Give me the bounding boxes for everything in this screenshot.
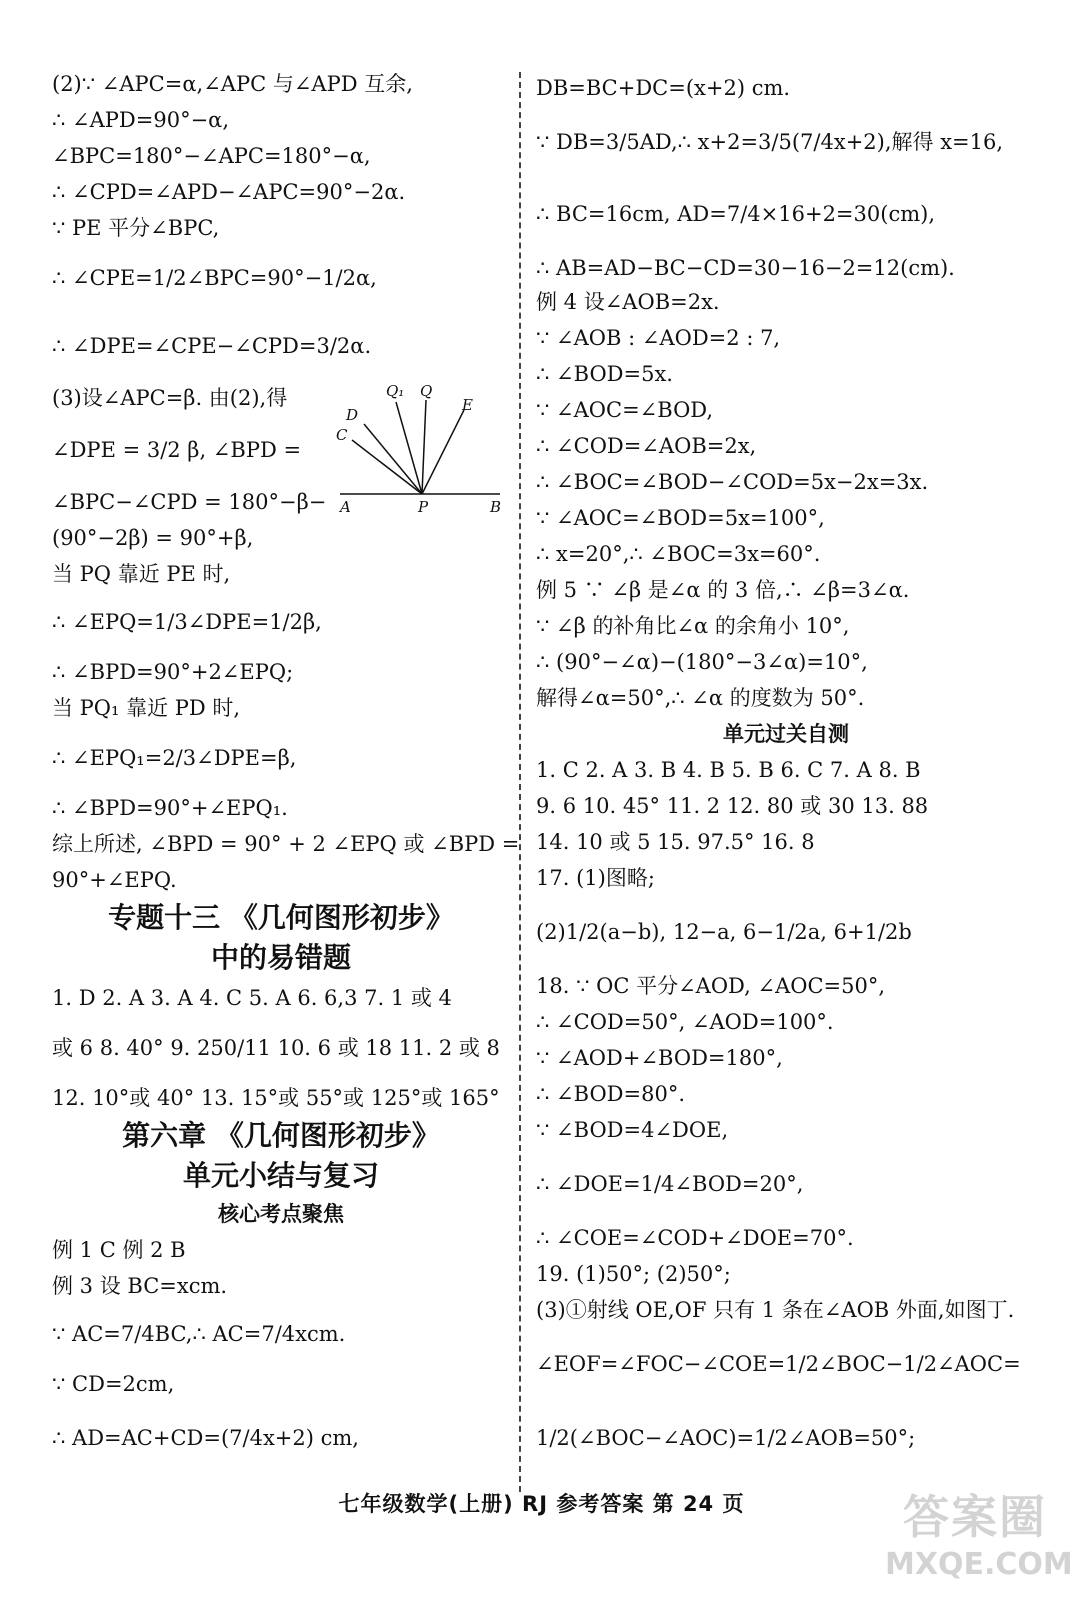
text-line: 当 PQ 靠近 PE 时, [52, 562, 231, 586]
ray-pc [352, 440, 422, 494]
text-line: ∴ ∠CPD=∠APD−∠APC=90°−2α. [52, 180, 406, 204]
text-line: ∴ AB=AD−BC−CD=30−16−2=12(cm). [536, 256, 955, 280]
text-line: ∠BPC−∠CPD = 180°−β− [52, 490, 327, 514]
text-line: 例 4 设∠AOB=2x. [536, 290, 720, 314]
text-line: ∴ ∠CPE=1/2∠BPC=90°−1/2α, [52, 266, 377, 290]
text-line: ∴ ∠DPE=∠CPE−∠CPD=3/2α. [52, 334, 372, 358]
test-line: (2)1/2(a−b), 12−a, 6−1/2a, 6+1/2b [536, 920, 912, 944]
text-line: ∴ ∠BOD=5x. [536, 362, 673, 386]
test-line: ∵ ∠BOD=4∠DOE, [536, 1118, 729, 1142]
example-line: 例 3 设 BC=xcm. [52, 1274, 228, 1298]
column-divider [519, 72, 521, 1492]
test-line: ∴ ∠DOE=1/4∠BOD=20°, [536, 1172, 804, 1196]
test-line: ∴ ∠COE=∠COD+∠DOE=70°. [536, 1226, 854, 1250]
test-line: (3)①射线 OE,OF 只有 1 条在∠AOB 外面,如图丁. [536, 1298, 1015, 1322]
text-line: (90°−2β) = 90°+β, [52, 526, 254, 550]
text-line: 综上所述, ∠BPD = 90° + 2 ∠EPQ 或 ∠BPD = [52, 832, 520, 856]
answer-line: 12. 10°或 40° 13. 15°或 55°或 125°或 165° [52, 1086, 500, 1110]
text-line: ∵ ∠AOC=∠BOD, [536, 398, 714, 422]
test-line: ∴ ∠BOD=80°. [536, 1082, 685, 1106]
test-line: ∵ ∠AOD+∠BOD=180°, [536, 1046, 783, 1070]
test-line: 17. (1)图略; [536, 866, 655, 890]
test-line: 9. 6 10. 45° 11. 2 12. 80 或 30 13. 88 [536, 794, 929, 818]
test-line: 14. 10 或 5 15. 97.5° 16. 8 [536, 830, 815, 854]
watermark-sub: MXQE.COM [885, 1547, 1073, 1582]
example-line: ∵ CD=2cm, [52, 1372, 175, 1396]
label-d: D [346, 406, 359, 424]
page-footer: 七年级数学(上册) RJ 参考答案 第 24 页 [338, 1492, 745, 1516]
text-line: ∴ ∠BPD=90°+2∠EPQ; [52, 660, 294, 684]
text-line: ∵ PE 平分∠BPC, [52, 216, 220, 240]
answer-line: 1. D 2. A 3. A 4. C 5. A 6. 6,3 7. 1 或 4 [52, 986, 452, 1010]
test-line: ∠EOF=∠FOC−∠COE=1/2∠BOC−1/2∠AOC= [536, 1352, 1021, 1376]
watermark-logo [885, 1481, 1073, 1582]
answer-line: 或 6 8. 40° 9. 250/11 10. 6 或 18 11. 2 或 8 [52, 1036, 500, 1060]
text-line: ∵ ∠AOB : ∠AOD=2 : 7, [536, 326, 781, 350]
text-line: ∴ ∠EPQ=1/3∠DPE=1/2β, [52, 610, 322, 634]
text-line: DB=BC+DC=(x+2) cm. [536, 76, 791, 100]
ray-pe [422, 410, 464, 494]
text-line: ∵ DB=3/5AD,∴ x+2=3/5(7/4x+2),解得 x=16, [536, 130, 1004, 154]
ray-pd [364, 424, 422, 494]
example-line: ∴ AD=AC+CD=(7/4x+2) cm, [52, 1426, 359, 1450]
label-e: E [462, 396, 473, 414]
text-line: ∵ ∠AOC=∠BOD=5x=100°, [536, 506, 825, 530]
test-line: 1/2(∠BOC−∠AOC)=1/2∠AOB=50°; [536, 1426, 916, 1450]
label-b: B [490, 498, 502, 516]
topic-subtitle: 中的易错题 [210, 941, 351, 974]
test-line: ∴ ∠COD=50°, ∠AOD=100°. [536, 1010, 834, 1034]
text-line: (3)设∠APC=β. 由(2),得 [52, 386, 288, 410]
text-line: ∴ ∠EPQ₁=2/3∠DPE=β, [52, 746, 297, 770]
chapter-title: 第六章 《几何图形初步》 [122, 1119, 440, 1152]
text-line: 90°+∠EPQ. [52, 868, 177, 892]
label-p: P [418, 498, 429, 516]
text-line: ∠DPE = 3/2 β, ∠BPD = [52, 438, 302, 462]
test-line: 18. ∵ OC 平分∠AOD, ∠AOC=50°, [536, 974, 886, 998]
example-line: ∵ AC=7/4BC,∴ AC=7/4xcm. [52, 1322, 346, 1346]
label-q: Q [420, 382, 433, 400]
text-line: ∴ (90°−∠α)−(180°−3∠α)=10°, [536, 650, 868, 674]
ray-pq1 [396, 402, 422, 494]
text-line: ∴ ∠BOC=∠BOD−∠COD=5x−2x=3x. [536, 470, 929, 494]
text-line: ∴ x=20°,∴ ∠BOC=3x=60°. [536, 542, 821, 566]
text-line: ∴ ∠APD=90°−α, [52, 108, 230, 132]
text-line: ∴ ∠COD=∠AOB=2x, [536, 434, 757, 458]
section-title: 核心考点聚焦 [218, 1202, 344, 1226]
section-title: 单元过关自测 [723, 722, 849, 746]
ray-pq [422, 400, 426, 494]
test-line: 19. (1)50°; (2)50°; [536, 1262, 731, 1286]
label-a: A [340, 498, 351, 516]
watermark-main: 答案圈 [903, 1490, 1047, 1544]
label-c: C [336, 426, 348, 444]
text-line: 当 PQ₁ 靠近 PD 时, [52, 696, 241, 720]
text-line: (2)∵ ∠APC=α,∠APC 与∠APD 互余, [52, 72, 413, 96]
text-line: ∠BPC=180°−∠APC=180°−α, [52, 144, 371, 168]
topic-title: 专题十三 《几何图形初步》 [108, 901, 454, 934]
text-line: ∴ BC=16cm, AD=7/4×16+2=30(cm), [536, 202, 935, 226]
angle-diagram [330, 380, 510, 520]
example-line: 例 1 C 例 2 B [52, 1238, 186, 1262]
text-line: ∵ ∠β 的补角比∠α 的余角小 10°, [536, 614, 850, 638]
text-line: 解得∠α=50°,∴ ∠α 的度数为 50°. [536, 686, 865, 710]
label-q1: Q₁ [386, 382, 405, 400]
text-line: 例 5 ∵ ∠β 是∠α 的 3 倍,∴ ∠β=3∠α. [536, 578, 910, 602]
text-line: ∴ ∠BPD=90°+∠EPQ₁. [52, 796, 288, 820]
test-line: 1. C 2. A 3. B 4. B 5. B 6. C 7. A 8. B [536, 758, 921, 782]
chapter-subtitle: 单元小结与复习 [182, 1159, 379, 1192]
